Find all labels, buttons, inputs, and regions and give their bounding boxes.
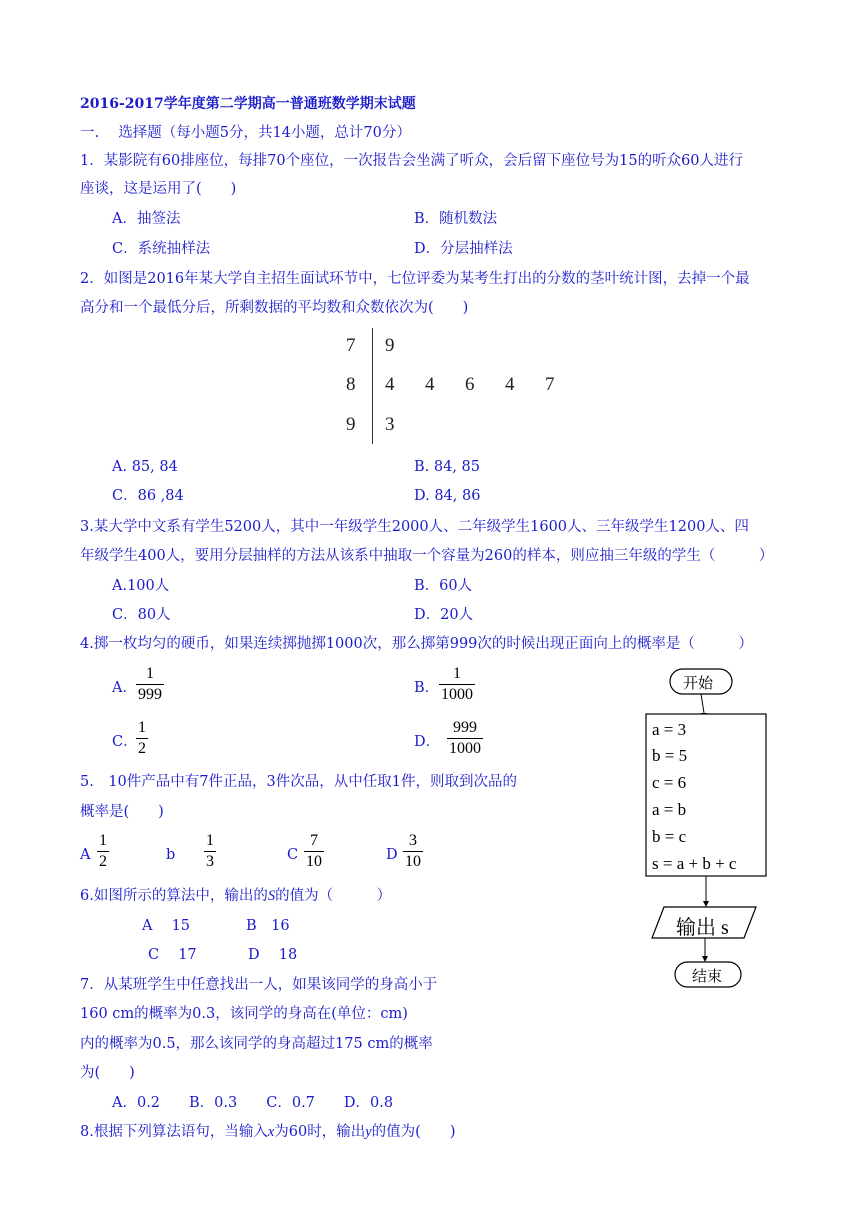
q3-line1: 3.某大学中文系有学生5200人，其中一年级学生2000人、二年级学生1600人、三年级学生1200人、四 bbox=[80, 519, 749, 535]
denominator: 3 bbox=[206, 853, 214, 870]
numerator: 1 bbox=[138, 719, 146, 736]
flowchart-step: a = 3 bbox=[652, 720, 687, 739]
q2-line2: 高分和一个最低分后，所剩数据的平均数和众数依次为( ) bbox=[80, 300, 469, 316]
q4-option-a-label: A． bbox=[112, 680, 137, 696]
denominator: 1000 bbox=[449, 740, 481, 757]
q5-line1: 5. 10件产品中有7件正品，3件次品，从中任取1件，则取到次品的 bbox=[80, 774, 517, 790]
denominator: 1000 bbox=[441, 686, 473, 703]
numerator: 1 bbox=[146, 665, 154, 682]
flowchart-step: b = 5 bbox=[652, 746, 688, 765]
q5-option-c-label: C bbox=[287, 847, 299, 863]
q6-option-a: A 15 bbox=[142, 918, 191, 934]
flowchart-step: b = c bbox=[652, 827, 687, 846]
q5-option-a-label: A bbox=[80, 847, 91, 863]
q2-option-d: D. 84, 86 bbox=[414, 488, 481, 504]
q6-option-b: B 16 bbox=[246, 918, 290, 934]
q2-line1: 2．如图是2016年某大学自主招生面试环节中，七位评委为某考生打出的分数的茎叶统计图，去掉一个最 bbox=[80, 271, 750, 287]
q2-option-a: A. 85, 84 bbox=[112, 459, 178, 475]
q6-text-b: 的值为（ ） bbox=[275, 888, 392, 904]
section-heading: 一. 选择题（每小题5分，共14小题，总计70分） bbox=[80, 125, 411, 141]
q1-option-a: A．抽签法 bbox=[112, 211, 181, 227]
q1-line1: 1．某影院有60排座位，每排70个座位，一次报告会坐满了听众，会后留下座位号为15的听众60人进行 bbox=[80, 153, 744, 169]
denominator: 10 bbox=[306, 853, 322, 870]
denominator: 2 bbox=[99, 853, 107, 870]
q2-option-c: C．86 ,84 bbox=[112, 488, 184, 504]
q1-line2: 座谈，这是运用了( ) bbox=[80, 181, 237, 197]
flowchart-output: 输出 s bbox=[676, 917, 729, 939]
numerator: 3 bbox=[409, 832, 417, 849]
exam-title: 2016-2017学年度第二学期高一普通班数学期末试题 bbox=[80, 96, 416, 112]
q1-option-d: D．分层抽样法 bbox=[414, 241, 513, 257]
leaf: 4 bbox=[425, 374, 435, 395]
flowchart-end: 结束 bbox=[692, 967, 723, 985]
q6-var: S bbox=[267, 888, 276, 904]
q6-option-c: C 17 bbox=[148, 947, 197, 963]
q7-line2: 160 cm的概率为0.3，该同学的身高在(单位：cm) bbox=[80, 1006, 408, 1022]
q8-text-a: 8.根据下列算法语句，当输入 bbox=[80, 1124, 268, 1140]
flowchart-start: 开始 bbox=[683, 674, 714, 692]
q5-option-b-label: b bbox=[166, 847, 176, 863]
q7-line4: 为( ) bbox=[80, 1065, 135, 1081]
q2-option-b: B. 84, 85 bbox=[414, 459, 480, 475]
q1-option-b: B．随机数法 bbox=[414, 211, 498, 227]
leaf: 4 bbox=[505, 374, 515, 395]
q8-var-x: x bbox=[267, 1124, 275, 1140]
leaf: 7 bbox=[545, 374, 555, 395]
q3-option-b: B．60人 bbox=[414, 578, 473, 594]
stem-8: 8 bbox=[346, 374, 356, 395]
q8-var-y: y bbox=[365, 1124, 372, 1140]
leaf: 3 bbox=[385, 414, 395, 435]
q6-option-d: D 18 bbox=[248, 947, 298, 963]
q7-line3: 内的概率为0.5，那么该同学的身高超过175 cm的概率 bbox=[80, 1036, 433, 1052]
denominator: 999 bbox=[138, 686, 162, 703]
flowchart-step: s = a + b + c bbox=[652, 854, 737, 873]
q1-option-c: C．系统抽样法 bbox=[112, 241, 211, 257]
q3-line2: 年级学生400人，要用分层抽样的方法从该系中抽取一个容量为260的样本，则应抽三年级的学生（ ） bbox=[80, 548, 774, 564]
numerator: 1 bbox=[453, 665, 461, 682]
leaf: 9 bbox=[385, 335, 395, 356]
flowchart-step: c = 6 bbox=[652, 773, 687, 792]
leaf: 6 bbox=[465, 374, 475, 395]
q7-line1: 7．从某班学生中任意找出一人，如果该同学的身高小于 bbox=[80, 977, 438, 993]
q7-options: A．0.2 B．0.3 C．0.7 D．0.8 bbox=[112, 1095, 394, 1111]
q3-option-c: C．80人 bbox=[112, 607, 171, 623]
numerator: 7 bbox=[310, 832, 318, 849]
q4-option-c-label: C． bbox=[112, 734, 138, 750]
stem-9: 9 bbox=[346, 414, 356, 435]
denominator: 10 bbox=[405, 853, 421, 870]
q3-option-d: D．20人 bbox=[414, 607, 474, 623]
stem-7: 7 bbox=[346, 335, 356, 356]
flowchart-step: a = b bbox=[652, 800, 687, 819]
q4-option-b-label: B． bbox=[414, 680, 440, 696]
numerator: 1 bbox=[99, 832, 107, 849]
q8-text-c: 的值为( ) bbox=[371, 1124, 456, 1140]
q5-line2: 概率是( ) bbox=[80, 804, 164, 820]
q4-option-d-label: D． bbox=[414, 734, 441, 750]
numerator: 1 bbox=[206, 832, 214, 849]
numerator: 999 bbox=[453, 719, 477, 736]
q6-text-a: 6.如图所示的算法中，输出的 bbox=[80, 888, 268, 904]
q5-option-d-label: D bbox=[386, 847, 398, 863]
q8-text-b: 为60时，输出 bbox=[274, 1124, 366, 1140]
leaf: 4 bbox=[385, 374, 395, 395]
denominator: 2 bbox=[138, 740, 146, 757]
q3-option-a: A.100人 bbox=[112, 578, 170, 594]
q4-line1: 4.掷一枚均匀的硬币，如果连续掷抛掷1000次，那么掷第999次的时候出现正面向上的概率是（ ） bbox=[80, 636, 753, 652]
